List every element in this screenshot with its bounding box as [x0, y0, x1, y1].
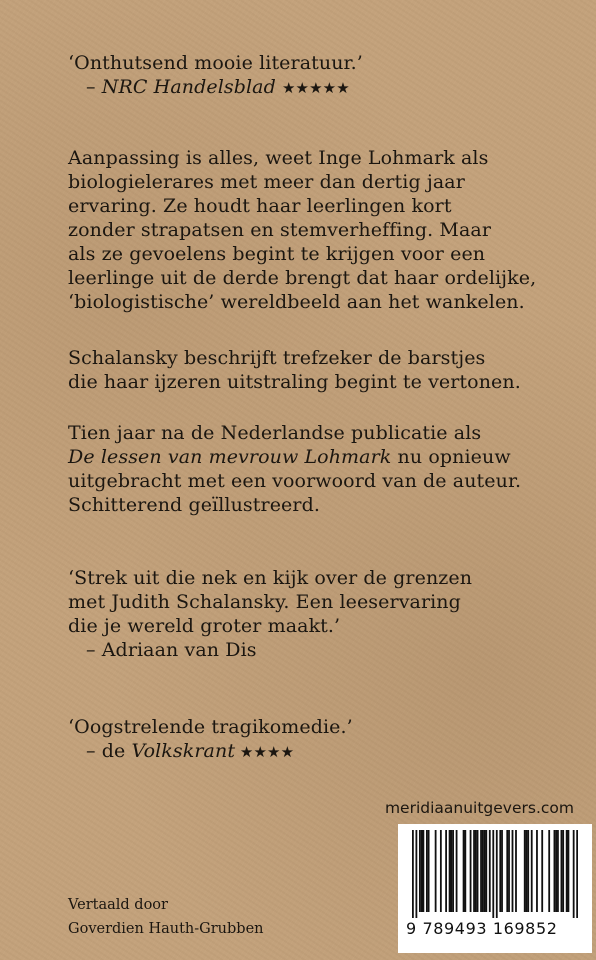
barcode-bar [568, 830, 570, 912]
publisher-url: meridiaanuitgevers.com [384, 799, 574, 817]
barcode-bar [473, 830, 475, 912]
isbn-barcode [398, 824, 592, 953]
barcode-bar [496, 830, 498, 918]
barcode-bar [412, 830, 414, 918]
star-rating-4: ★★★★ [235, 743, 295, 761]
barcode-bar [566, 830, 568, 912]
barcode-bar [464, 830, 466, 912]
barcode-bar [524, 830, 526, 912]
barcode-bar [428, 830, 430, 912]
barcode-bar [508, 830, 510, 912]
barcode-bar [554, 830, 556, 912]
barcode-bar [480, 830, 482, 912]
barcode-bar [470, 830, 472, 912]
barcode-bar [435, 830, 437, 912]
barcode-bar [422, 830, 424, 912]
translator-name: Goverdien Hauth-Grubben [68, 921, 264, 937]
barcode-bar [415, 830, 417, 918]
blurb-line: ‘biologistische’ wereldbeeld aan het wankelen. [68, 291, 525, 313]
barcode-bar [450, 830, 452, 912]
blurb-line: als ze gevoelens begint te krijgen voor een [68, 243, 486, 265]
blurb-line: leerlinge uit de derde brengt dat haar ordelijke, [68, 267, 537, 289]
barcode-bar [515, 830, 517, 912]
quote-bottom [68, 715, 353, 764]
blurb-line: die haar ijzeren uitstraling begint te vertonen. [68, 371, 521, 393]
isbn-number: 9 789493 169852 [406, 919, 558, 938]
quote-top [68, 51, 363, 100]
barcode-bar [506, 830, 508, 912]
barcode-bar [482, 830, 484, 912]
quote-middle [68, 566, 472, 662]
barcode-bar [526, 830, 528, 912]
blurb-line: Schitterend geïllustreerd. [68, 494, 320, 516]
blurb-line: De lessen van mevrouw Lohmark nu opnieuw [68, 446, 511, 468]
barcode-bar [531, 830, 533, 912]
barcode-bar [492, 830, 494, 918]
blurb-line: Schalansky beschrijft trefzeker de barstjes [68, 347, 486, 369]
quote-line: ‘Strek uit die nek en kijk over de grenzen [68, 567, 473, 589]
book-title: De lessen van mevrouw Lohmark [68, 446, 392, 468]
blurb-line: uitgebracht met een voorwoord van de auteur. [68, 470, 522, 492]
barcode-bar [440, 830, 442, 912]
blurb-line: ervaring. Ze houdt haar leerlingen kort [68, 195, 452, 217]
barcode-bar [426, 830, 428, 912]
barcode-bar [452, 830, 454, 912]
barcode-bar [477, 830, 479, 912]
blurb-line: biologielerares met meer dan dertig jaar [68, 171, 465, 193]
barcode-bar [449, 830, 451, 912]
barcode-bars [412, 830, 578, 918]
blurb-line: zonder strapatsen en stemverheffing. Maar [68, 219, 492, 241]
barcode-bar [576, 830, 578, 918]
barcode-bar [419, 830, 421, 912]
barcode-bar [484, 830, 486, 912]
quote-line: die je wereld groter maakt.’ [68, 615, 341, 637]
blurb-paragraph-1 [68, 146, 536, 314]
barcode-bar [499, 830, 501, 912]
quote-line: met Judith Schalansky. Een leeservaring [68, 591, 461, 613]
translator-credit [68, 893, 264, 941]
barcode-bar [561, 830, 563, 912]
translator-label: Vertaald door [68, 897, 168, 913]
barcode-bar [463, 830, 465, 912]
barcode-bar [485, 830, 487, 912]
quote-top-attribution: – NRC Handelsblad ★★★★★ [86, 76, 350, 98]
barcode-bar [445, 830, 447, 912]
blurb-paragraph-2 [68, 346, 521, 394]
barcode-bar [501, 830, 503, 912]
quote-top-text: ‘Onthutsend mooie literatuur.’ [68, 52, 363, 74]
quote-bottom-attribution: – de Volkskrant ★★★★ [86, 740, 295, 762]
barcode-bar [548, 830, 550, 912]
barcode-bar [536, 830, 538, 912]
quote-bottom-text: ‘Oogstrelende tragikomedie.’ [68, 716, 353, 738]
barcode-bar [527, 830, 529, 912]
barcode-bar [541, 830, 543, 912]
barcode-bar [573, 830, 575, 918]
star-rating-5: ★★★★★ [282, 79, 350, 97]
blurb-paragraph-3 [68, 421, 521, 517]
barcode-bar [557, 830, 559, 912]
blurb-line: Tien jaar na de Nederlandse publicatie als [68, 422, 482, 444]
quote-middle-attribution: – Adriaan van Dis [86, 639, 257, 661]
barcode-bar [562, 830, 564, 912]
barcode-bar [421, 830, 423, 912]
barcode-bar [555, 830, 557, 912]
barcode-bar [512, 830, 514, 912]
quote-top-source: NRC Handelsblad [101, 76, 276, 98]
barcode-bar [489, 830, 491, 912]
barcode-bar [456, 830, 458, 912]
blurb-line: Aanpassing is alles, weet Inge Lohmark als [68, 147, 489, 169]
quote-bottom-source: Volkskrant [131, 740, 236, 762]
barcode-bar [475, 830, 477, 912]
